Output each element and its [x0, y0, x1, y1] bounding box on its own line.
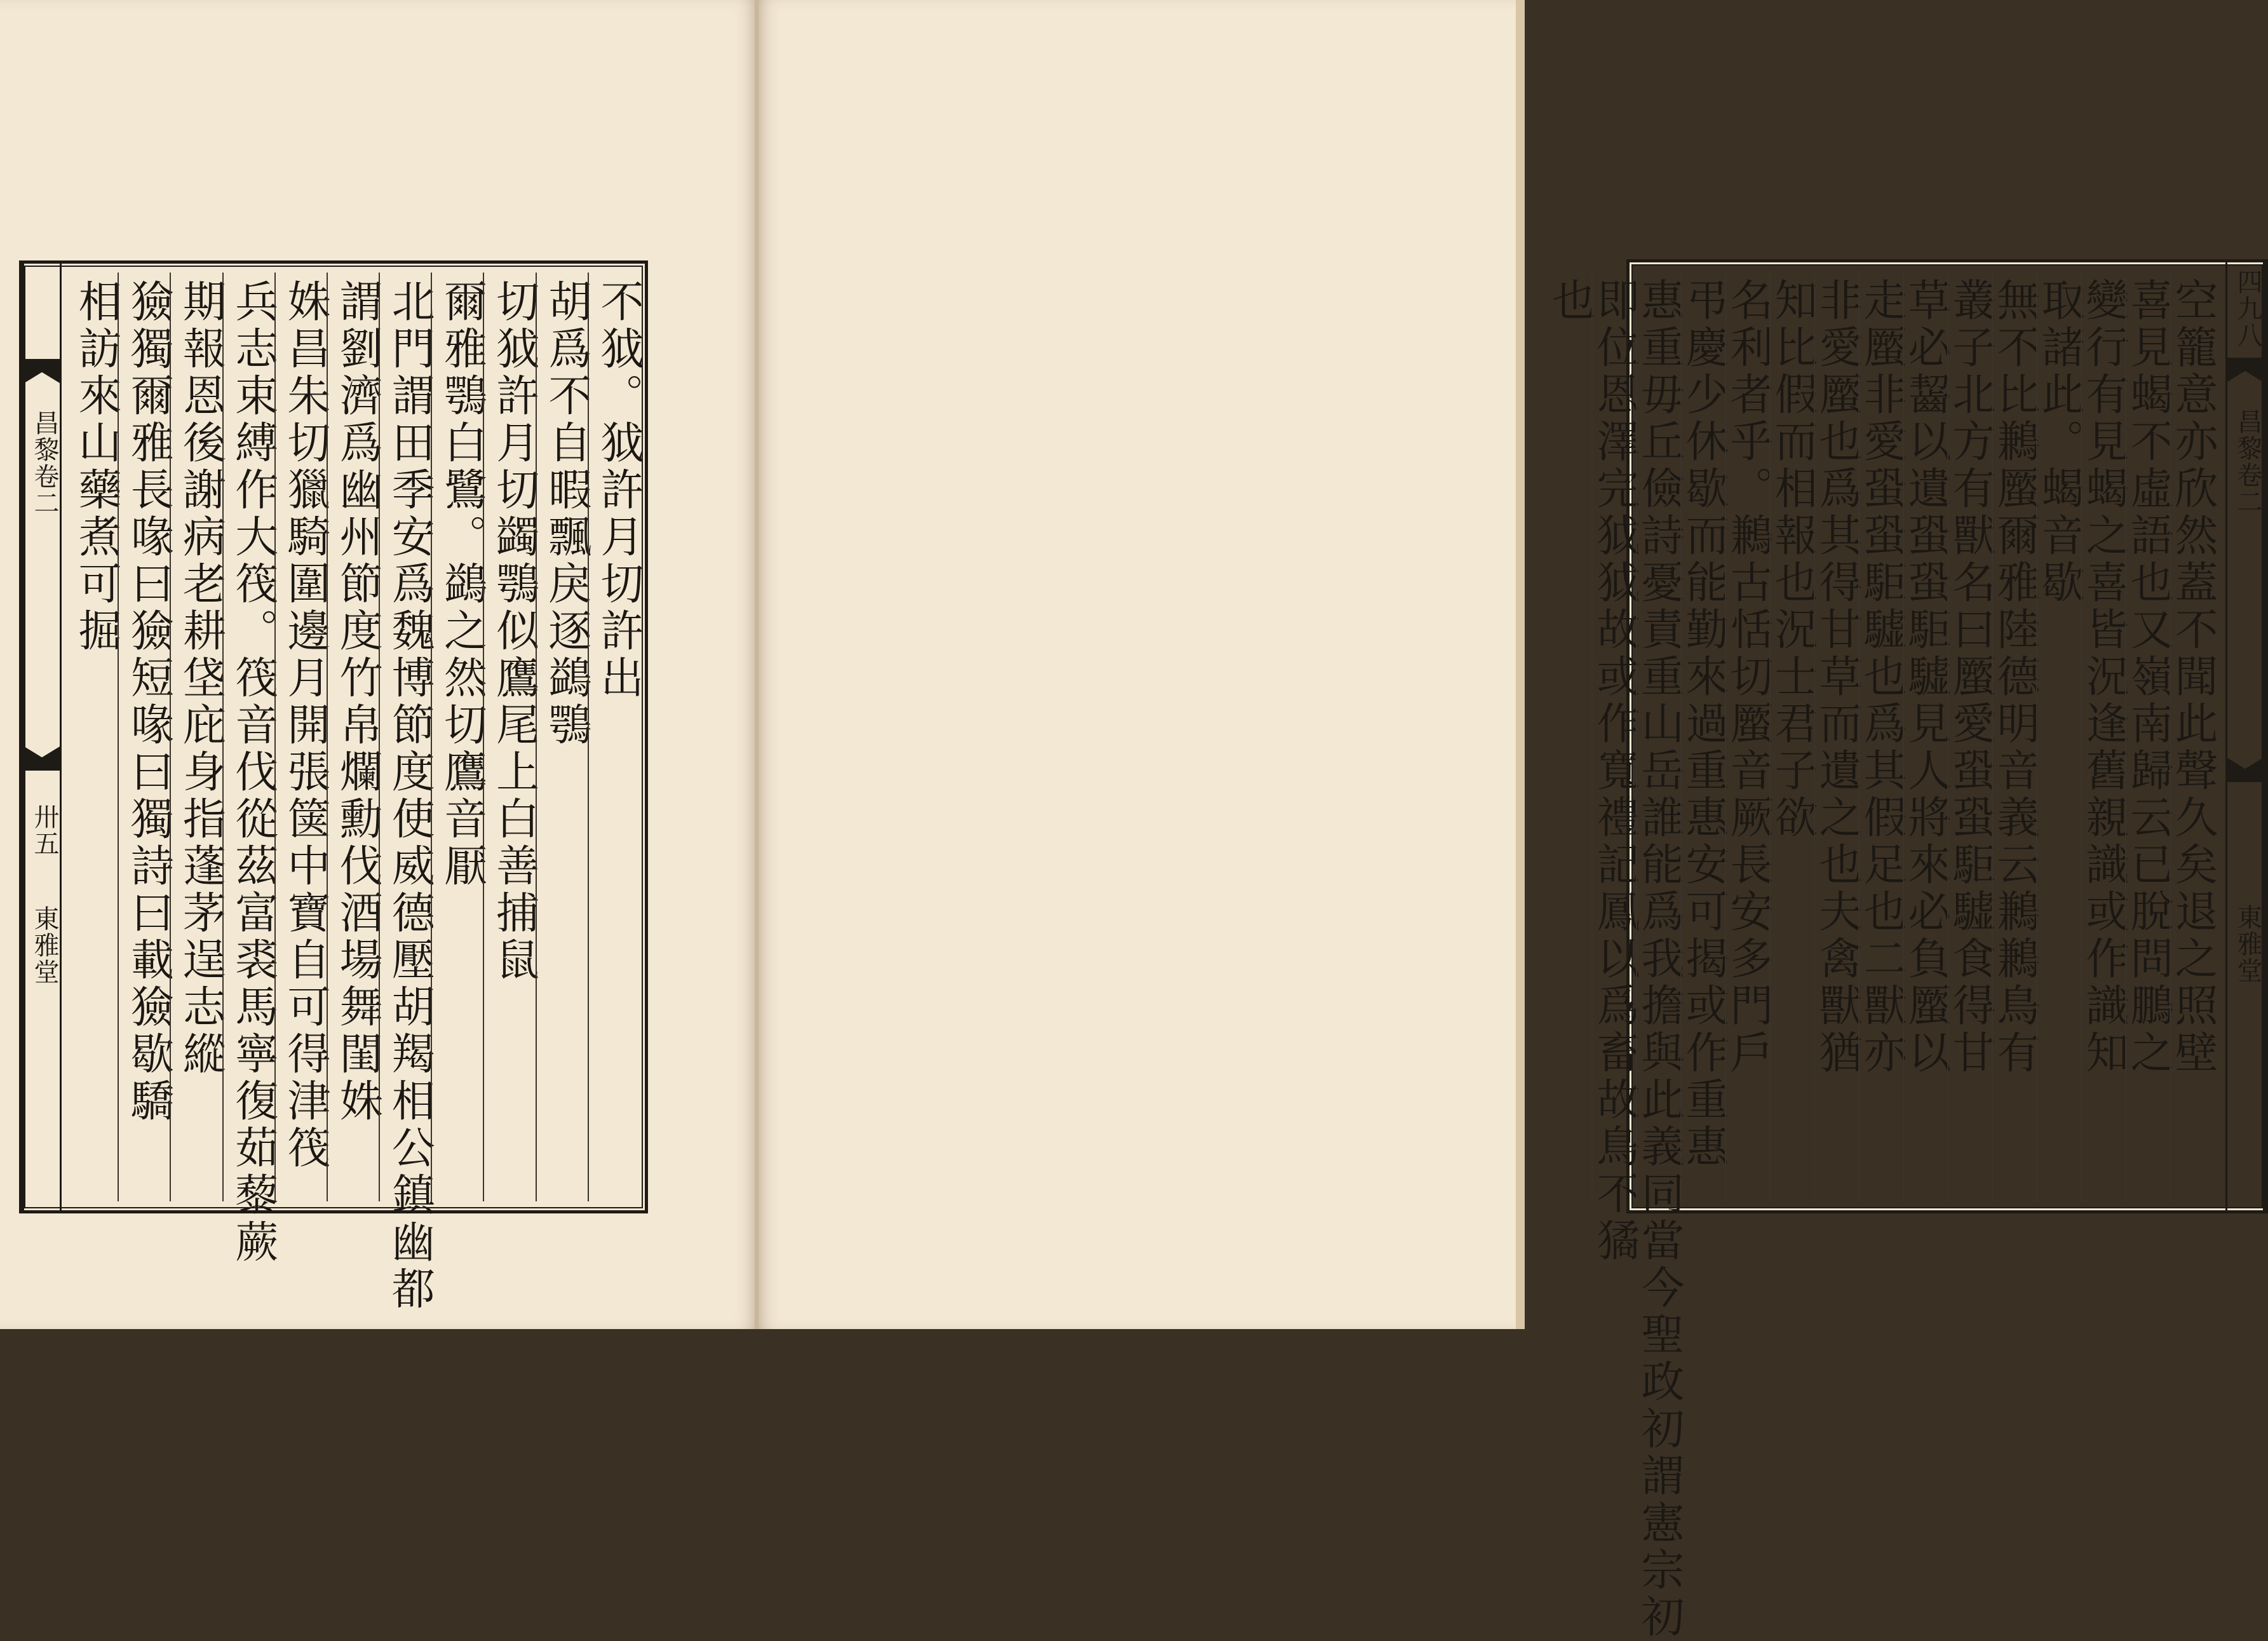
right-banxin — [2225, 262, 2265, 1210]
text-column: 惠重毋丘儉詩憂責重山岳誰能爲我擔與此義同當今聖政初謂憲宗初 — [1636, 271, 1680, 1201]
banxin-hall-name: 東雅堂 — [2233, 904, 2262, 984]
text-column: 弔慶少休歇而能勤來過重惠安可揭或作重惠 — [1680, 271, 1725, 1201]
text-column: 無不比鶼蟨爾雅陸德明音義云鶼鶼鳥有 — [1992, 271, 2036, 1201]
banxin-book-title: 昌黎卷二 — [2233, 409, 2262, 515]
fish-tail-mark — [24, 359, 60, 383]
text-column: 叢子北方有獸名曰蟨愛蛩蛩駏驉食得甘 — [1947, 271, 1992, 1201]
text-column: 切狘許月切蠲鶚似鷹尾上白善捕鼠 — [483, 273, 535, 1201]
text-column: 知比假而相報也況士君子欲 — [1769, 271, 1814, 1201]
text-column: 北門謂田季安爲魏博節度使威德壓胡羯相公鎮幽都 — [379, 273, 431, 1201]
text-column: 姝昌朱切獵騎圍邊月開張箧中寶自可得津筏 — [274, 273, 327, 1201]
text-column: 喜見蝎不虛語也又嶺南歸云已脫問鵬之 — [2125, 271, 2170, 1201]
text-column: 爾雅鶚白鷺。鷁之然切鷹音厭 — [431, 273, 483, 1201]
page-edge — [1516, 0, 1525, 1329]
right-text-columns — [1545, 271, 2218, 1641]
left-page — [0, 0, 756, 1329]
text-column: 謂劉濟爲幽州節度竹帛爛勳伐酒場舞閨姝 — [327, 273, 379, 1201]
right-text-frame — [1545, 259, 2268, 1641]
text-column: 也 — [1545, 278, 1595, 325]
text-column: 草必齧以遺蛩蛩駏驉見人將來必負蟨以 — [1903, 271, 1947, 1201]
text-column: 相訪來山藥煮可掘 — [71, 279, 122, 655]
text-column: 期報恩後謝病老耕垡庇身指蓬茅逞志縱 — [170, 273, 222, 1201]
text-column: 即位恩澤完狘狘故或作寬禮記鳳以爲畜故鳥不獝 — [1591, 271, 1636, 1201]
fish-tail-mark — [24, 746, 60, 771]
fish-tail-mark — [2227, 758, 2263, 782]
text-column: 兵志束縛作大筏。筏音伐從茲富裘馬寧復茹藜蕨 — [222, 273, 274, 1201]
banxin-book-title: 昌黎卷二 — [30, 410, 59, 517]
text-column: 空籠意亦欣然蓋不聞此聲久矣退之照壁 — [2170, 271, 2214, 1201]
left-banxin — [22, 264, 62, 1210]
banxin-hall-name: 東雅堂 — [30, 905, 59, 985]
left-text-frame — [19, 260, 648, 1313]
text-column: 非愛蟨也爲其得甘草而遺之也夫禽獸猶 — [1814, 271, 1858, 1201]
text-column: 名利者乎。鶼古恬切蟨音厥長安多門戶 — [1725, 271, 1769, 1201]
text-column: 走蟨非愛蛩蛩駏驉也爲其假足也二獸亦 — [1858, 271, 1903, 1201]
text-column: 胡爲不自暇飄戾逐鷁鶚 — [536, 273, 588, 1201]
fish-tail-mark — [2227, 358, 2263, 382]
text-column: 變行有見蝎之喜皆況逢舊親識或作識知 — [2081, 271, 2125, 1201]
banxin-leaf-number: 卅五 — [30, 804, 59, 857]
right-page — [759, 0, 2262, 1641]
left-text-columns — [67, 273, 644, 1313]
banxin-leaf-number: 四九八 — [2233, 269, 2262, 349]
text-column: 取諸此。蝎音歇 — [2036, 271, 2081, 1201]
text-column: 獫獨爾雅長喙曰獫短喙曰獨詩曰載獫歇驕 — [118, 273, 170, 1201]
text-column: 不狘。狘許月切許出 — [588, 273, 640, 1201]
